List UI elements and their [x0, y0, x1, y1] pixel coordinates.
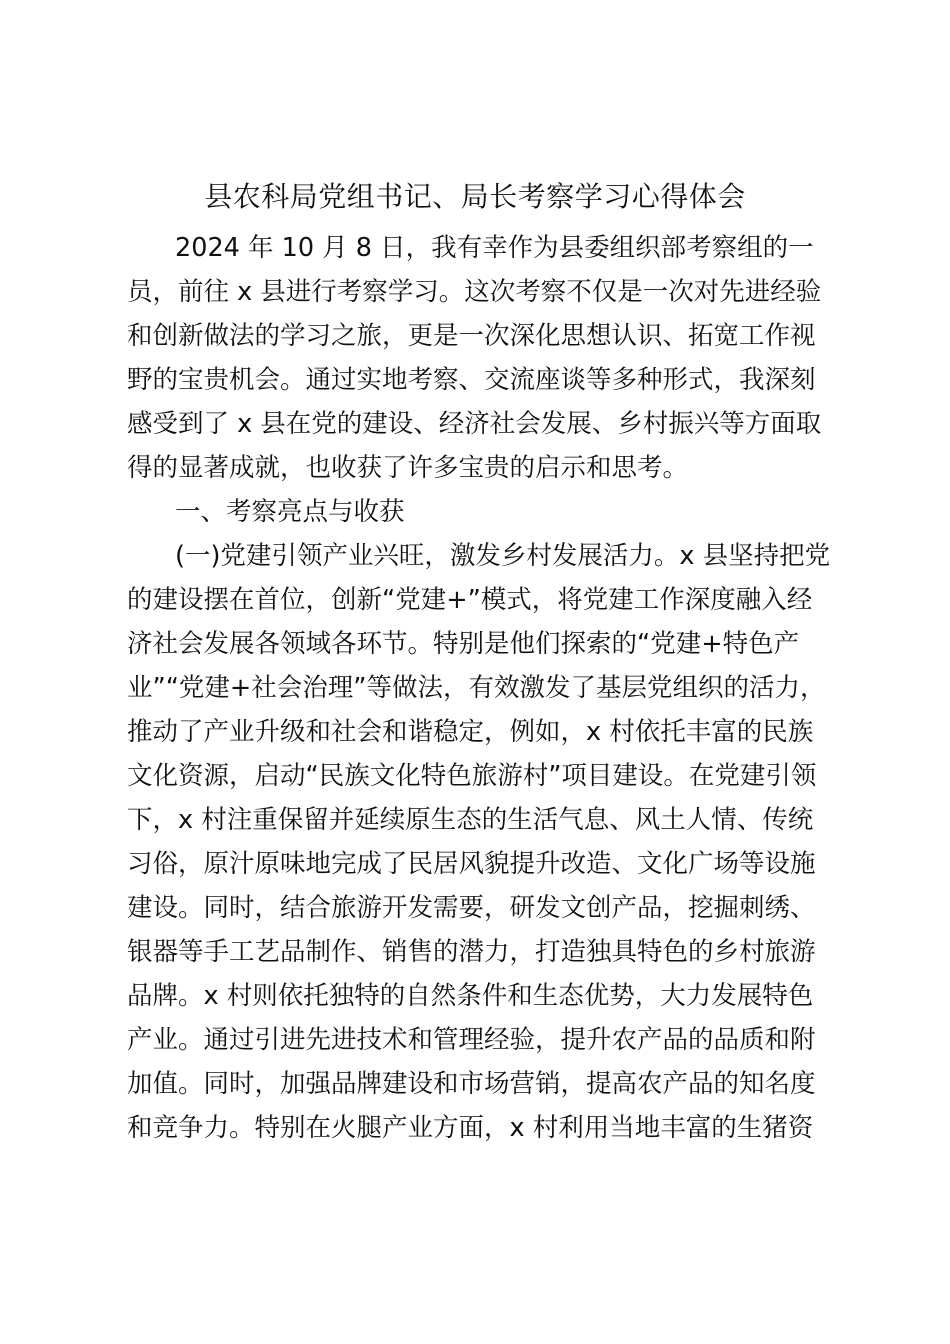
paragraph-line: 的建设摆在首位，创新“党建+”模式，将党建工作深度融入经: [127, 585, 813, 615]
paragraph-line: 和竞争力。特别在火腿产业方面，x 村利用当地丰富的生猪资: [127, 1113, 814, 1143]
paragraph-line: 济社会发展各领域各环节。特别是他们探索的“党建+特色产: [127, 629, 800, 659]
paragraph-line: 感受到了 x 县在党的建设、经济社会发展、乡村振兴等方面取: [127, 409, 822, 439]
paragraph-line: 员，前往 x 县进行考察学习。这次考察不仅是一次对先进经验: [127, 277, 822, 307]
paragraph-line: (一)党建引领产业兴旺，激发乡村发展活力。x 县坚持把党: [175, 541, 831, 571]
paragraph-line: 业”“党建+社会治理”等做法，有效激发了基层党组织的活力，: [127, 673, 826, 703]
paragraph-line: 推动了产业升级和社会和谐稳定，例如，x 村依托丰富的民族: [127, 717, 814, 747]
document-title: 县农科局党组书记、局长考察学习心得体会: [204, 180, 746, 213]
paragraph-line: 品牌。x 村则依托独特的自然条件和生态优势，大力发展特色: [127, 981, 814, 1011]
paragraph-line: 和创新做法的学习之旅，更是一次深化思想认识、拓宽工作视: [127, 321, 816, 351]
paragraph-line: 2024 年 10 月 8 日，我有幸作为县委组织部考察组的一: [175, 233, 814, 263]
paragraph-line: 建设。同时，结合旅游开发需要，研发文创产品，挖掘刺绣、: [127, 893, 816, 923]
paragraph-line: 产业。通过引进先进技术和管理经验，提升农产品的品质和附: [127, 1025, 816, 1055]
section-heading: 一、考察亮点与收获: [175, 497, 405, 527]
paragraph-line: 下，x 村注重保留并延续原生态的生活气息、风土人情、传统: [127, 805, 814, 835]
paragraph-line: 得的显著成就，也收获了许多宝贵的启示和思考。: [127, 453, 689, 483]
paragraph-line: 银器等手工艺品制作、销售的潜力，打造独具特色的乡村旅游: [127, 937, 816, 967]
paragraph-line: 野的宝贵机会。通过实地考察、交流座谈等多种形式，我深刻: [127, 365, 816, 395]
paragraph-line: 文化资源，启动“民族文化特色旅游村”项目建设。在党建引领: [127, 761, 817, 791]
paragraph-line: 习俗，原汁原味地完成了民居风貌提升改造、文化广场等设施: [127, 849, 816, 879]
paragraph-line: 加值。同时，加强品牌建设和市场营销，提高农产品的知名度: [127, 1069, 816, 1099]
